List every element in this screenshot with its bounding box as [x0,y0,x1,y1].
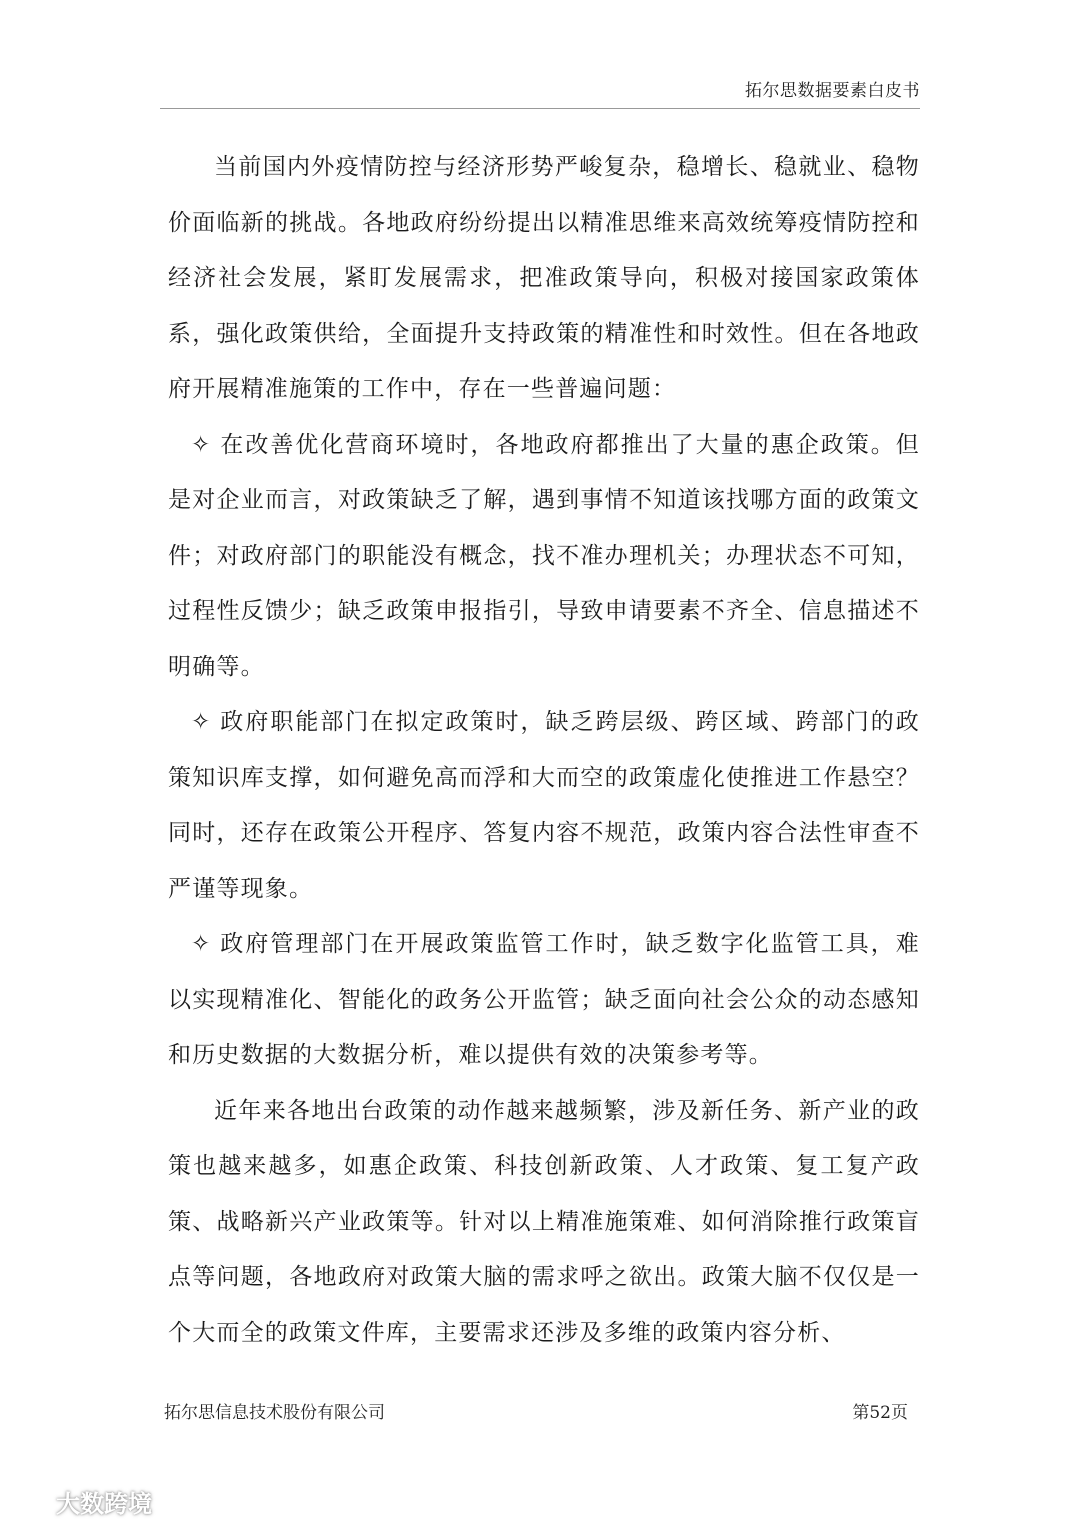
paragraph-text: 当前国内外疫情防控与经济形势严峻复杂，稳增长、稳就业、稳物价面临新的挑战。各地政府纷纷提出以精准思维来高效统筹疫情防控和经济社会发展，紧盯发展需求，把准政策导向，积极对接国家政策体系，强化政策供给，全面提升支持政策的精准性和时效性。但在各地政府开展精准施策的工作中，存在一些普遍问题： [168,154,920,402]
footer-page-number: 第52页 [852,1403,908,1423]
paragraph-text: 近年来各地出台政策的动作越来越频繁，涉及新任务、新产业的政策也越来越多，如惠企政策、科技创新政策、人才政策、复工复产政策、战略新兴产业政策等。针对以上精准施策难、如何消除推行政策盲点等问题，各地政府对政策大脑的需求呼之欲出。政策大脑不仅仅是一个大而全的政策文件库，主要需求还涉及多维的政策内容分析、 [168,1097,920,1346]
paragraph-policy-brain [168,1084,920,1362]
page-header-title: 拓尔思数据要素白皮书 [745,81,920,101]
header-divider [160,108,920,109]
document-body [168,140,920,1361]
bullet-text: 政府管理部门在开展政策监管工作时，缺乏数字化监管工具，难以实现精准化、智能化的政务公开监管；缺乏面向社会公众的动态感知和历史数据的大数据分析，难以提供有效的决策参考等。 [168,931,920,1068]
watermark [8,1484,152,1519]
footer-company: 拓尔思信息技术股份有限公司 [164,1403,385,1423]
bullet-text: 在改善优化营商环境时，各地政府都推出了大量的惠企政策。但是对企业而言，对政策缺乏了解，遇到事情不知道该找哪方面的政策文件；对政府部门的职能没有概念，找不准办理机关；办理状态不可知，过程性反馈少；缺乏政策申报指引，导致申请要素不齐全、信息描述不明确等。 [168,431,920,680]
watermark-text: 大数跨境 [56,1490,152,1518]
bullet-item-policy-drafting [168,695,920,917]
bullet-item-policy-supervision [168,917,920,1084]
weibo-logo-icon [8,1487,50,1517]
bullet-text: 政府职能部门在拟定政策时，缺乏跨层级、跨区域、跨部门的政策知识库支撑，如何避免高而浮和大而空的政策虚化使推进工作悬空？同时，还存在政策公开程序、答复内容不规范，政策内容合法性审查不严谨等现象。 [168,709,920,902]
paragraph-intro [168,140,920,418]
sparkle-bullet-icon: ✧ [191,709,212,735]
sparkle-bullet-icon: ✧ [191,931,212,957]
bullet-item-business-environment [168,418,920,696]
sparkle-bullet-icon: ✧ [191,431,212,458]
